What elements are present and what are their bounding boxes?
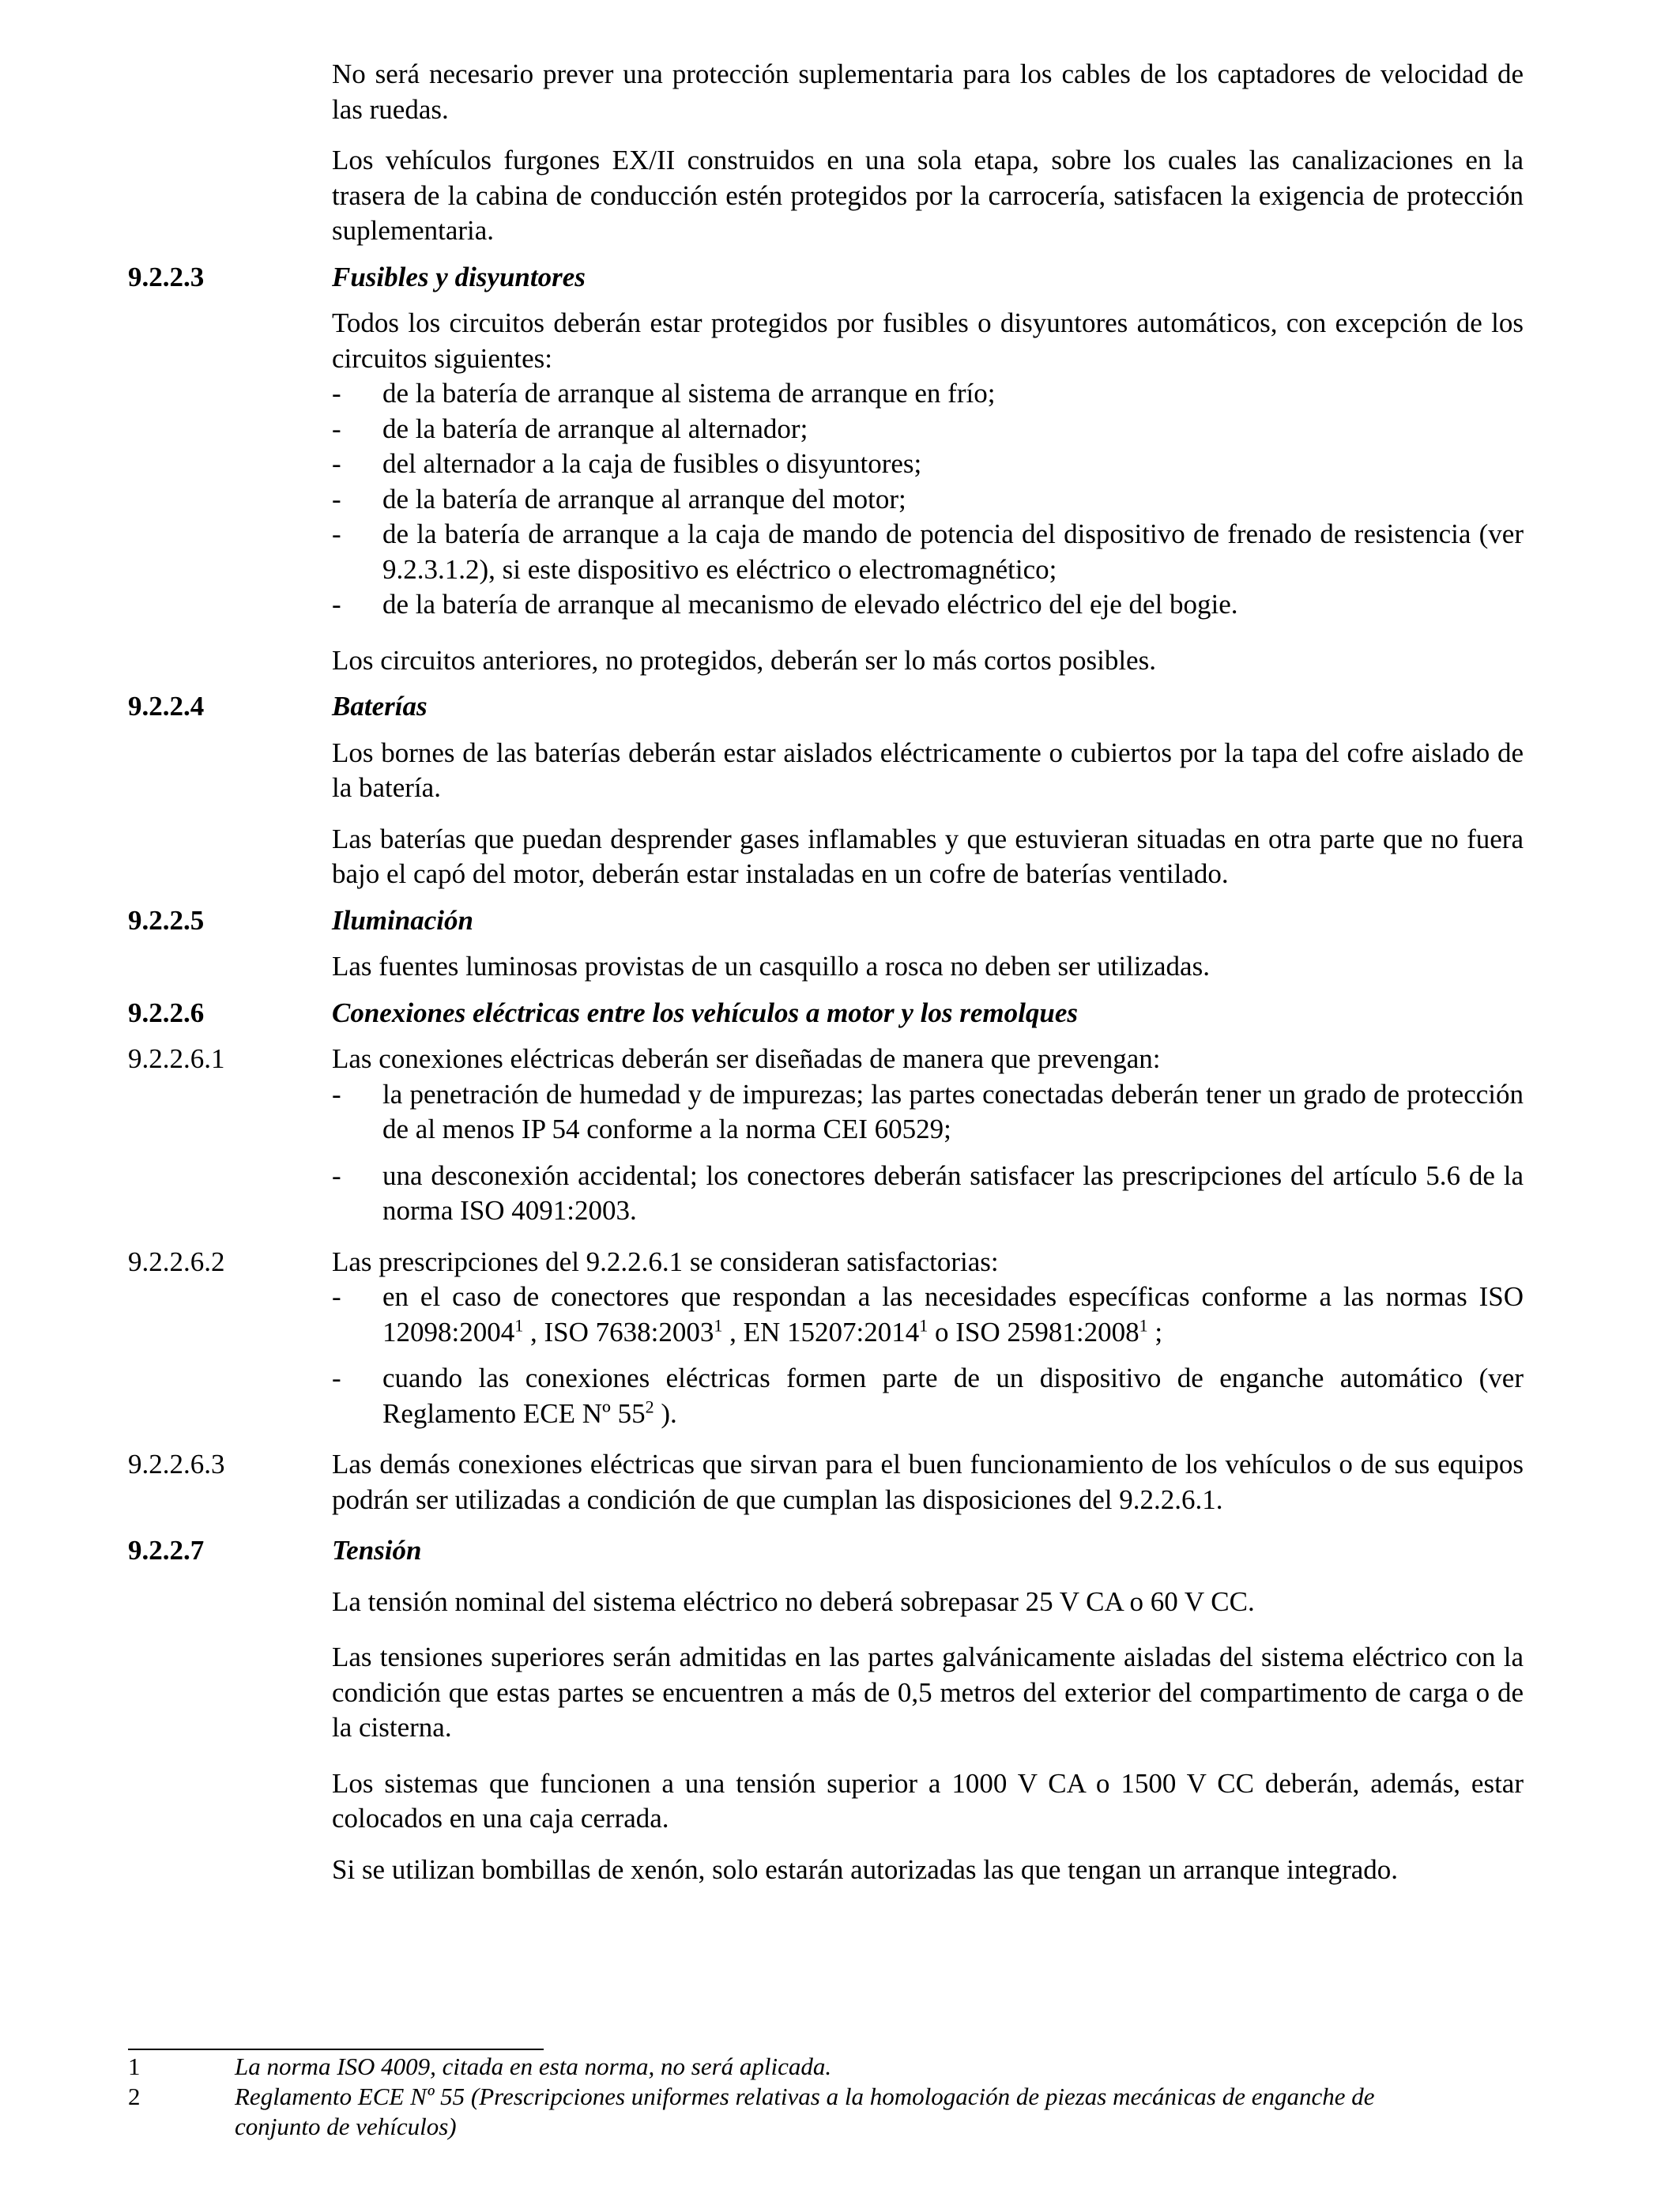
section-paragraph: Los bornes de las baterías deberán estar aislados eléctricamente o cubiertos por la tapa del cofre aislado de la batería.	[332, 737, 1524, 803]
intro-paragraph-1: No será necesario prever una protección suplementaria para los cables de los captadores de velocidad de las ruedas.	[332, 58, 1524, 125]
list-item: - una desconexión accidental; los conectores deberán satisfacer las prescripciones del artículo 5.6 de la norma ISO 4091:2003.	[332, 1159, 1524, 1226]
subsection-number: 9.2.2.6.1	[128, 1043, 225, 1074]
section-paragraph: Las fuentes luminosas provistas de un casquillo a rosca no deben ser utilizadas.	[332, 951, 1210, 982]
subsection-number: 9.2.2.6.2	[128, 1246, 225, 1277]
footnote-text: Reglamento ECE Nº 55 (Prescripciones uniformes relativas a la homologación de piezas mecánicas de enganche de conjunto de vehículos)	[235, 2083, 1375, 2140]
section-number: 9.2.2.3	[128, 261, 205, 292]
section-9-2-2-6-heading	[128, 996, 1524, 1031]
footnote-ref: 1	[1139, 1314, 1148, 1335]
section-9-2-2-5-heading	[128, 903, 1524, 939]
section-paragraph: Si se utilizan bombillas de xenón, solo estarán autorizadas las que tengan un arranque integrado.	[332, 1853, 1399, 1885]
section-9-2-2-7-body	[128, 1585, 1524, 1888]
footnote-ref: 2	[645, 1396, 654, 1416]
intro-section	[128, 57, 1524, 249]
satisfactory-list	[332, 1280, 1524, 1431]
footnote-number: 2	[128, 2083, 141, 2110]
section-9-2-2-3-heading	[128, 260, 1524, 296]
section-title: Baterías	[332, 691, 428, 722]
section-paragraph: Los circuitos anteriores, no protegidos, deberán ser lo más cortos posibles.	[332, 644, 1156, 676]
section-number: 9.2.2.5	[128, 904, 205, 936]
footnotes	[128, 2052, 1524, 2142]
list-item: - de la batería de arranque al sistema de arranque en frío;	[332, 378, 996, 409]
section-number: 9.2.2.7	[128, 1535, 205, 1566]
section-paragraph: Los sistemas que funcionen a una tensión superior a 1000 V CA o 1500 V CC deberán, además, estar colocados en una caja cerrada.	[332, 1767, 1524, 1834]
intro-paragraph-2: Los vehículos furgones EX/II construidos en una sola etapa, sobre los cuales las canalizaciones en la trasera de la cabina de conducción estén protegidos por la carrocería, satisfacen la exigencia de protección suplementaria.	[332, 145, 1524, 246]
section-paragraph: Todos los circuitos deberán estar protegidos por fusibles o disyuntores automáticos, con excepción de los circuitos siguientes:	[332, 307, 1524, 374]
section-paragraph: La tensión nominal del sistema eléctrico no deberá sobrepasar 25 V CA o 60 V CC.	[332, 1585, 1255, 1617]
section-9-2-2-4-heading	[128, 689, 1524, 725]
list-item: - cuando las conexiones eléctricas formen parte de un dispositivo de enganche automático (ver Reglamento ECE Nº $55^2$ ).	[332, 1363, 1524, 1429]
footnote-item	[128, 2052, 1524, 2082]
section-paragraph: Las baterías que puedan desprender gases inflamables y que estuvieran situadas en otra parte que no fuera bajo el capó del motor, deberán estar instaladas en un cofre de baterías ventilado.	[332, 823, 1524, 889]
list-item: - en el caso de conectores que respondan a las necesidades específicas conforme a las normas ISO 12098:2004$^1$ , ISO 7638:2003$^1$ , EN 15207:2014$^1$ o ISO 25981:2008$^1$ ;	[332, 1281, 1524, 1348]
section-number: 9.2.2.4	[128, 691, 205, 722]
footnote-number: 1	[128, 2053, 141, 2080]
footnote-ref: 1	[919, 1314, 929, 1335]
section-9-2-2-3-body	[128, 306, 1524, 678]
footnote-ref: 1	[714, 1314, 723, 1335]
list-item: - de la batería de arranque al mecanismo de elevado eléctrico del eje del bogie.	[332, 589, 1238, 620]
section-9-2-2-4-body	[128, 736, 1524, 892]
section-title: Tensión	[332, 1535, 422, 1566]
document-body	[128, 57, 1524, 1887]
footnote-divider	[128, 2049, 544, 2050]
list-item: - de la batería de arranque al alternador;	[332, 413, 808, 444]
footnote-text: La norma ISO 4009, citada en esta norma, no será aplicada.	[235, 2053, 832, 2080]
list-item: - la penetración de humedad y de impurezas; las partes conectadas deberán tener un grado de protección de al menos IP 54 conforme a la norma CEI 60529;	[332, 1078, 1524, 1144]
list-item: - del alternador a la caja de fusibles o disyuntores;	[332, 448, 922, 479]
subsection-9-2-2-6-1	[128, 1042, 1524, 1229]
footnote-item	[128, 2082, 1524, 2142]
prevention-list	[332, 1077, 1524, 1229]
section-9-2-2-7-heading	[128, 1533, 1524, 1569]
exception-list	[332, 376, 1524, 623]
section-paragraph: Las tensiones superiores serán admitidas en las partes galvánicamente aisladas del sistema eléctrico con la condición que estas partes se encuentren a más de 0,5 metros del exterior del compartimento de carga o de la cisterna.	[332, 1642, 1524, 1743]
subsection-9-2-2-6-2	[128, 1245, 1524, 1432]
section-title: Fusibles y disyuntores	[332, 261, 586, 292]
section-title: Iluminación	[332, 904, 473, 936]
list-item: - de la batería de arranque al arranque del motor;	[332, 483, 906, 515]
section-number: 9.2.2.6	[128, 997, 205, 1028]
subsection-paragraph: Las prescripciones del 9.2.2.6.1 se consideran satisfactorias:	[332, 1246, 999, 1277]
subsection-paragraph: Las demás conexiones eléctricas que sirvan para el buen funcionamiento de los vehículos o de sus equipos podrán ser utilizadas a condición de que cumplan las disposiciones del 9.2.2.6.1.	[332, 1449, 1524, 1515]
subsection-paragraph: Las conexiones eléctricas deberán ser diseñadas de manera que prevengan:	[332, 1043, 1161, 1074]
list-item: - de la batería de arranque a la caja de mando de potencia del dispositivo de frenado de resistencia (ver 9.2.3.1.2), si este dispositivo es eléctrico o electromagnético;	[332, 518, 1524, 585]
section-9-2-2-5-body	[128, 949, 1524, 985]
subsection-9-2-2-6-3	[128, 1447, 1524, 1517]
subsection-number: 9.2.2.6.3	[128, 1449, 225, 1480]
footnote-ref: 1	[514, 1314, 524, 1335]
section-title: Conexiones eléctricas entre los vehículos a motor y los remolques	[332, 997, 1078, 1028]
